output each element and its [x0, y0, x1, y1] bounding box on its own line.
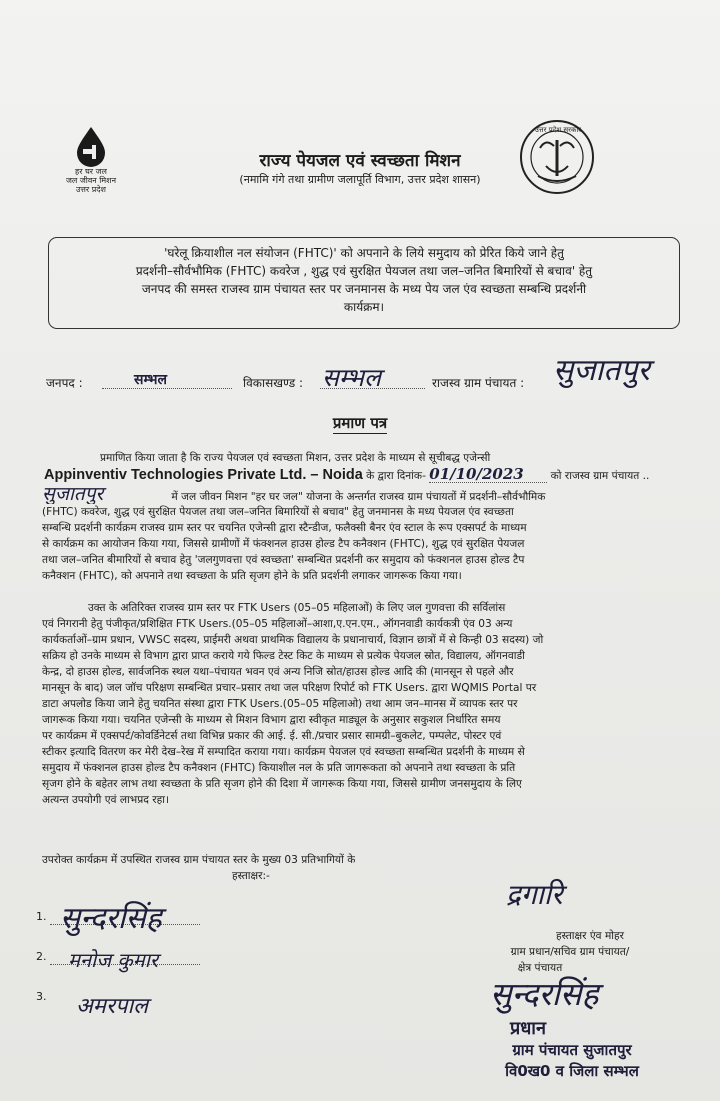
sig-intro-line-2: हस्ताक्षर:-: [232, 870, 270, 882]
p2-line-1: उक्त के अतिरिक्त राजस्व ग्राम स्तर पर FTK Users (05–05 महिलाओं) के लिए जल गुणवत्ता की सर्विलांस: [88, 602, 506, 614]
participant-3-signature: अमरपाल: [76, 994, 149, 1019]
panchayat-stamp: [452, 1040, 692, 1082]
p2-line-12: सृजग होने के बहेतर लाभ तथा स्वच्छता के प्रति सृजग होने की दिशा में जागरूक किया गया, जिससे ग्रामीण जनसमुदाय के लिए: [42, 778, 522, 790]
p1-line-1: प्रमाणित किया जाता है कि राज्य पेयजल एवं स्वच्छता मिशन, उत्तर प्रदेश के माध्यम से सूचीबद्ध एजेन्सी: [100, 452, 491, 464]
authority-line-1: हस्ताक्षर एंव मोहर: [556, 930, 624, 942]
stamp-line-1: ग्राम पंचायत सुजातपुर: [512, 1041, 632, 1059]
location-fields: [0, 353, 720, 396]
signature-intro: [42, 852, 355, 884]
participant-3-number: 3.: [36, 990, 47, 1003]
authority-signature: द्रगारि: [506, 878, 563, 911]
district-label: जनपद :: [46, 376, 83, 390]
p1-date-label: के द्वारा दिनांक-: [366, 470, 426, 482]
district-value: सम्भल: [134, 372, 167, 388]
p2-line-10: स्टीकर इत्यादि वितरण कर मेरी देख–रेख में सम्पादित कराया गया। कार्यक्रम पेयजल एवं स्वच्छता सम्बन्धित प्रदर्शनी के माध्यम से: [42, 746, 525, 758]
authority-block: [440, 928, 700, 976]
paragraph-2: [42, 600, 702, 808]
p2-line-4: सक्रिय हो उनके माध्यम से विभाग द्वारा प्राप्त कराये गये फिल्ड टेस्ट किट के माध्यम से प्रत्येक पेयजल स्रोत, विद्यालय, ऑगनवाडी: [42, 650, 525, 662]
pradhan-signature: सुन्दरसिंह: [490, 975, 599, 1013]
program-date: 01/10/2023: [429, 466, 547, 483]
paragraph-1: [42, 450, 702, 584]
program-box: [48, 237, 680, 329]
authority-line-2: ग्राम प्रधान/सचिव ग्राम पंचायत/: [510, 946, 630, 958]
p2-line-6: मानसून के बाद) जल जॉच परिक्षण सम्बन्धित प्रचार–प्रसार तथा जल परिक्षण रिपोर्ट को FTK Users. द्वारा WQMIS Portal पर: [42, 682, 537, 694]
p2-line-2: एवं निगरानी हेतु पंजीकृत/प्रशिक्षित FTK Users.(05–05 महिलाओं–आशा,ए.एन.एम., ऑगनवाडी कार्यकत्री एंव 03 अन्य: [42, 618, 513, 630]
emblem-text: उत्तर प्रदेश सरकार: [534, 126, 582, 134]
logo-left-line2: जल जीवन मिशन: [65, 176, 117, 185]
p2-line-8: जागरूक किया गया। चयनित एजेन्सी के माध्यम से मिशन विभाग द्वारा स्वीकृत माड्यूल के अनुसार सकुशल निर्धारित समय: [42, 714, 501, 726]
p2-line-3: कार्यकर्ताओं–ग्राम प्रधान, VWSC सदस्य, प्राईमरी अथवा प्राथमिक विद्यालय के प्रधानाचार्य, विज्ञान छात्रों में से किन्ही 03 सदस्य) जो: [42, 634, 544, 646]
org-title: राज्य पेयजल एवं स्वच्छता मिशन: [259, 151, 461, 171]
panchayat-value: सुजातपुर: [553, 353, 650, 388]
p1-line-3: में जल जीवन मिशन "हर घर जल" योजना के अन्तर्गत राजस्व ग्राम पंचायतों में प्रदर्शनी–सौर्वभौमिक: [171, 491, 546, 503]
participant-1-signature: सुन्दरसिंह: [60, 901, 162, 936]
p2-line-9: पर कार्यक्रम में एक्सपर्ट/कोवर्डिनेटर्स तथा विभिन्न प्रकार की आई. ई. सी./प्रचार प्रसार सामग्री–बुकलेट, पम्पलेट, पोस्टर एवं: [42, 730, 502, 742]
participant-2-signature: मनोज कुमार: [68, 948, 159, 972]
program-line-1: 'घरेलू क्रियाशील नल संयोजन (FHTC)' को अपनाने के लिये समुदाय को प्रेरित किये जाने हेतु: [164, 246, 564, 260]
p1-line-8: कनैक्शन (FHTC), को अपनाने तथा स्वच्छता के प्रति सृजग होने के प्रति प्रदर्शनी लगाकर जागरूक किया गया।: [42, 570, 462, 582]
logo-left-line1: हर घर जल: [75, 167, 107, 176]
block-label: विकासखण्ड :: [243, 376, 304, 390]
panchayat-label: राजस्व ग्राम पंचायत :: [432, 376, 525, 390]
program-line-3: जनपद की समस्त राजस्व ग्राम पंचायत स्तर पर जनमानस के मध्य पेय जल एंव स्वच्छता सम्बन्धि प्रदर्शनी: [141, 282, 587, 296]
p1-line-2-end: को राजस्व ग्राम पंचायत ..: [550, 470, 650, 482]
p1-line-6: से कार्यक्रम का आयोजन किया गया, जिससे ग्रामीणों में फंक्शनल हाउस होल्ड टैप कनैक्शन (FHTC), शुद्ध एवं सुरक्षित पेयजल: [42, 538, 525, 550]
p1-line-5: सम्बन्धि प्रदर्शनी कार्यक्रम राजस्व ग्राम स्तर पर चयनित एजेन्सी द्वारा स्टैन्डीज, फलैक्सी बैनर एंव स्टाल के रूप एक्सपर्ट के माध्यम: [42, 522, 527, 534]
block-value: सम्भल: [322, 363, 381, 392]
p2-line-11: समुदाय में फंक्शनल हाउस होल्ड टैप कनैक्शन (FHTC) कियाशील नल के प्रति जागरूकता को अपनाने तथा स्वच्छता के प्रति: [42, 762, 516, 774]
agency-name: Appinventiv Technologies Private Ltd. – Noida: [44, 467, 363, 483]
p2-line-7: डाटा अपलोड किया जाने हेतु चयनित संस्था द्वारा FTK Users.(05–05 महिलाओ) तथा आम जन–मानस में व्यापक स्तर पर: [42, 698, 518, 710]
program-line-4: कार्यक्रम।: [343, 300, 385, 314]
org-subtitle: (नमामि गंगे तथा ग्रामीण जलापूर्ति विभाग, उत्तर प्रदेश शासन): [239, 173, 481, 186]
p1-line-7: तथा जल–जनित बीमारियों से बचाव हेतु 'जलगुणवत्ता एवं स्वच्छता' सम्बन्धित प्रदर्शनी कर समुदाय को फंक्शनल हाउस होल्ड टैप: [42, 554, 525, 566]
sig-intro-line-1: उपरोक्त कार्यक्रम में उपस्थित राजस्व ग्राम पंचायत स्तर के मुख्य 03 प्रतिभागियों के: [42, 854, 356, 866]
participant-1-number: 1.: [36, 910, 47, 923]
authority-line-3: क्षेत्र पंचायत: [517, 962, 563, 974]
p1-line-4: (FHTC) कवरेज, शुद्ध एवं सुरक्षित पेयजल तथा जल–जनित बिमारियों से बचाव" हेतु जनमानस के मध्य पेयजल एंव स्वच्छता: [42, 506, 514, 518]
logo-left-line3: उत्तर प्रदेश: [76, 185, 106, 194]
program-line-2: प्रदर्शनी–सौर्वभौमिक (FHTC) कवरेज , शुद्ध एवं सुरक्षित पेयजल तथा जल–जनित बिमारियों से बचाव' हेतु: [135, 264, 593, 278]
certificate-heading: प्रमाण पत्र: [332, 414, 388, 432]
participant-2-number: 2.: [36, 950, 47, 963]
p2-line-5: केन्द्र, दो हाउस होल्ड, सार्वजनिक स्थल यथा–पंचायत भवन एवं अन्य निजि स्रोत/हाउस होल्ड आदि की (मानसून से पहले और: [42, 666, 514, 678]
stamp-pradhan: प्रधान: [510, 1018, 546, 1039]
stamp-line-2: वि0ख0 व जिला सम्भल: [505, 1062, 639, 1080]
p2-line-13: अत्यन्त उपयोगी एवं लाभप्रद रहा।: [42, 794, 169, 806]
village-name: सुजातपुर: [42, 486, 104, 504]
